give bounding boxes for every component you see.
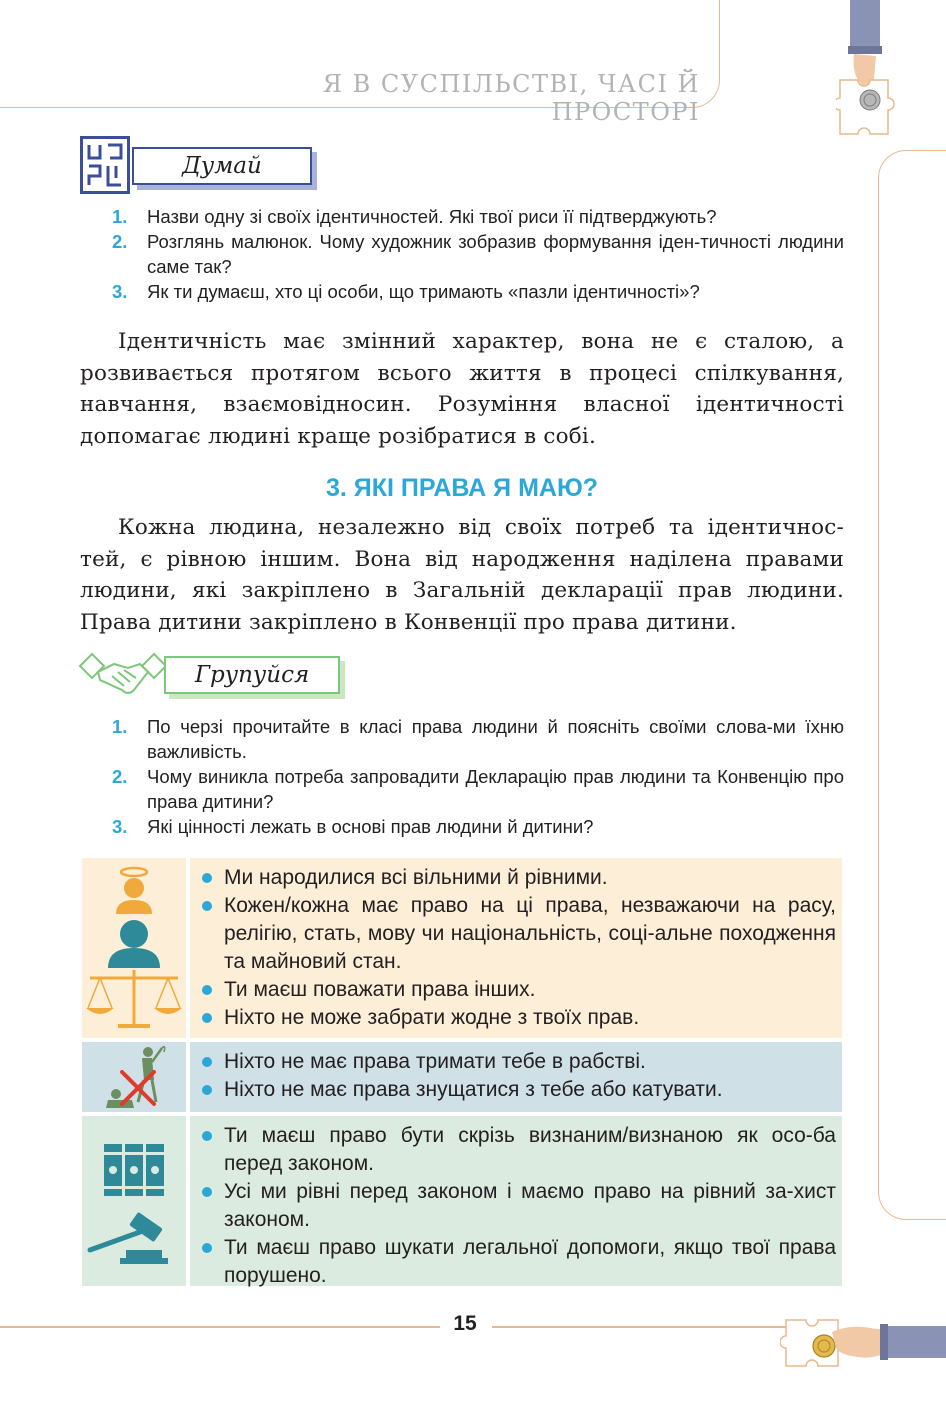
think-label: Думай — [132, 147, 312, 185]
hand-puzzle-bottom-icon — [780, 1310, 946, 1370]
section-heading: 3. ЯКІ ПРАВА Я МАЮ? — [325, 474, 599, 502]
frame-bottom-line-left — [0, 1326, 440, 1328]
rights-row-law — [82, 1116, 842, 1286]
frame-bottom-line-right — [492, 1326, 792, 1328]
question-text: Назви одну зі своїх ідентичностей. Які твої риси її підтверджують? — [147, 206, 717, 227]
rights-row-equality — [82, 858, 842, 1038]
list-item — [112, 714, 844, 764]
list-item — [112, 279, 844, 304]
question-number: 1. — [112, 206, 128, 227]
paragraph-rights: Кожна людина, незалежно від своїх потреб та ідентичнос-тей, є рівною іншим. Вона від народження наділена правами людини, які закріплено в Загальній декларації прав людини. Права дитини закріплено в Конвенції про права дитини. — [80, 515, 844, 635]
question-text: Розглянь малюнок. Чому художник зобразив формування іден-тичності людини саме так? — [147, 231, 844, 277]
question-number: 2. — [112, 766, 128, 787]
question-number: 3. — [112, 281, 128, 302]
list-item: Ти маєш поважати права інших. — [200, 976, 836, 1004]
rights-row-icon-cell — [82, 1116, 186, 1286]
maze-icon — [80, 136, 130, 194]
list-item: Ти маєш право шукати легальної допомоги, якщо твої права порушено. — [200, 1234, 836, 1290]
list-item — [112, 814, 844, 839]
question-text: Як ти думаєш, хто ці особи, що тримають «пазли ідентичності»? — [147, 281, 700, 302]
rights-row-text-cell — [190, 858, 842, 1038]
list-item — [112, 764, 844, 814]
list-item: Ніхто не має права знущатися з тебе або катувати. — [200, 1076, 836, 1104]
rights-row-text-cell — [190, 1042, 842, 1112]
group-label: Групуйся — [164, 656, 340, 694]
list-item — [112, 229, 844, 279]
rights-row-icon-cell — [82, 858, 186, 1038]
rights-row-text-cell — [190, 1116, 842, 1286]
paragraph-identity: Ідентичність має змінний характер, вона не є сталою, а розвивається протягом всього життя в процесі спілкування, навчання, взаємовідносин. Розуміння власної ідентичності допомагає людині краще розібратися в собі. — [80, 329, 844, 449]
person-halo-scales-icon — [82, 858, 186, 1038]
hand-puzzle-top-icon — [836, 0, 896, 145]
list-item: Ніхто не може забрати жодне з твоїх прав. — [200, 1004, 836, 1032]
page-number: 15 — [453, 1312, 477, 1335]
running-head: Я В СУСПІЛЬСТВІ, ЧАСІ Й ПРОСТОРІ — [322, 70, 700, 126]
no-abuse-icon — [82, 1042, 186, 1112]
handshake-icon — [78, 650, 168, 698]
list-item: Усі ми рівні перед законом і маємо право на рівний за-хист законом. — [200, 1178, 836, 1234]
list-item — [112, 204, 844, 229]
list-item: Ніхто не має права тримати тебе в рабстві. — [200, 1048, 836, 1076]
question-text: Які цінності лежать в основі прав людини й дитини? — [147, 816, 594, 837]
rights-row-icon-cell — [82, 1042, 186, 1112]
list-item: Ми народилися всі вільними й рівними. — [200, 864, 836, 892]
group-questions — [112, 714, 844, 839]
frame-right-line — [878, 150, 946, 1220]
question-number: 3. — [112, 816, 128, 837]
list-item: Кожен/кожна має право на ці права, незважаючи на расу, релігію, стать, мову чи національність, соці-альне походження та майновий стан. — [200, 892, 836, 976]
rights-row-slavery — [82, 1042, 842, 1112]
question-number: 2. — [112, 231, 128, 252]
list-item: Ти маєш право бути скрізь визнаним/визнаною як осо-ба перед законом. — [200, 1122, 836, 1178]
question-text: Чому виникла потреба запровадити Декларацію прав людини та Конвенцію про права дитини? — [147, 766, 844, 812]
question-number: 1. — [112, 716, 128, 737]
think-questions — [112, 204, 844, 304]
question-text: По черзі прочитайте в класі права людини й поясніть своїми слова-ми їхню важливість. — [147, 716, 844, 762]
law-books-gavel-icon — [82, 1116, 186, 1286]
